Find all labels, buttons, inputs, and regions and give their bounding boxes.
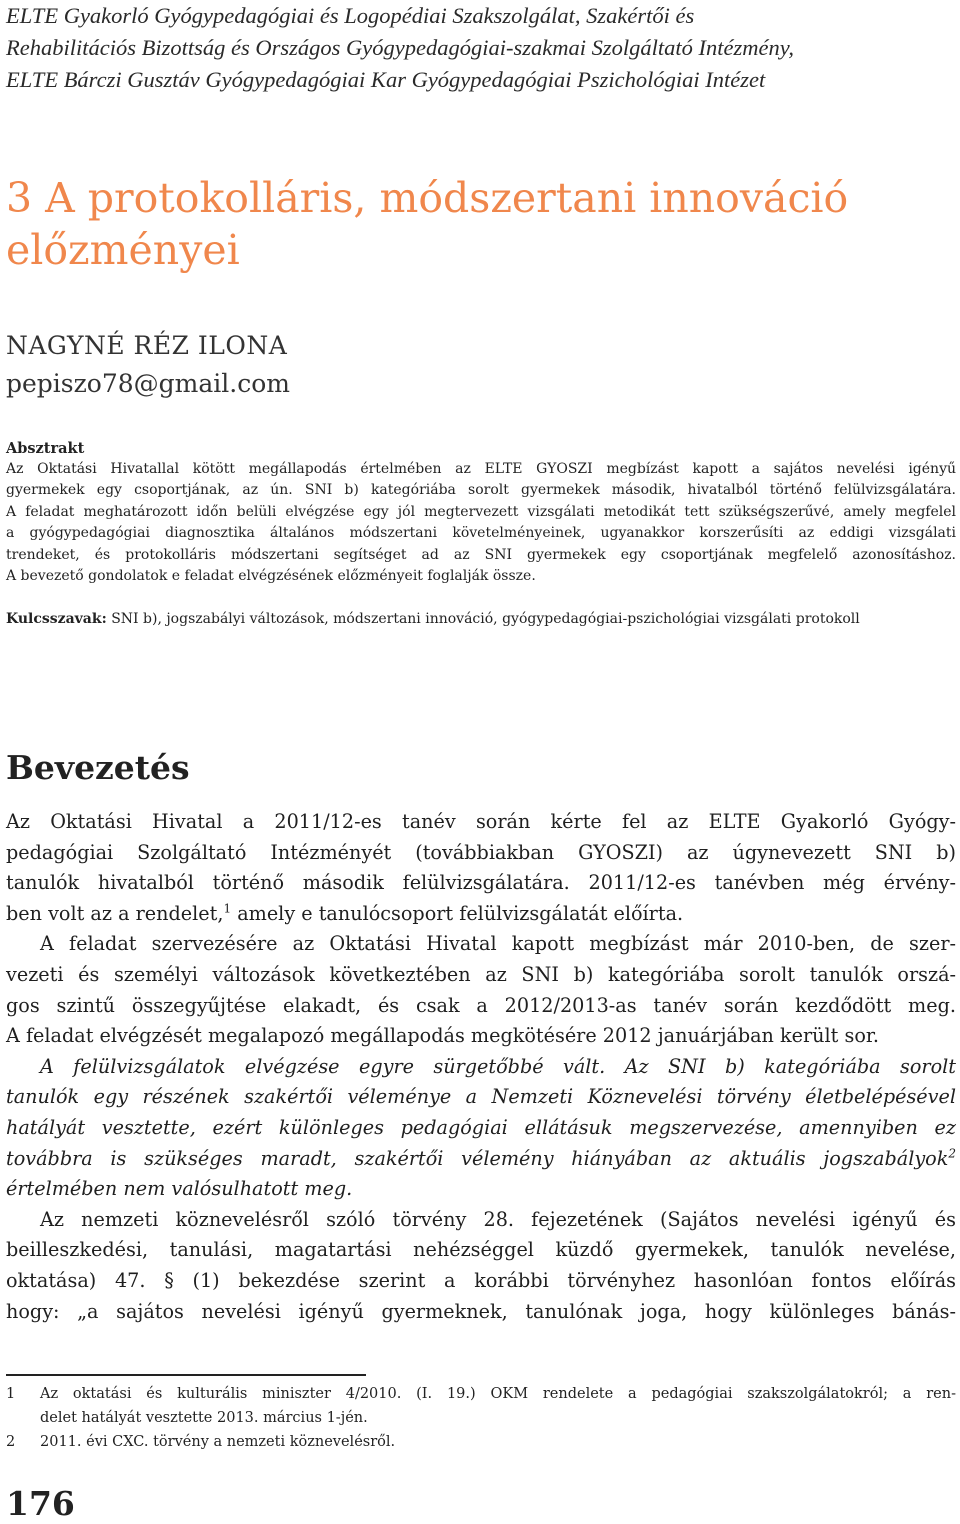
body-line-text: hogy: „a sajátos nevelési igényű gyermeknek, tanulónak joga, hogy különleges bánás- [6, 1299, 956, 1323]
footnote-marker: 2 [948, 1146, 956, 1161]
chapter-title [6, 172, 848, 276]
body-line-text: tanulók hivatalból történő második felülvizsgálatára. 2011/12-es tanévben még érvény- [6, 871, 956, 895]
author-name: NAGYNÉ RÉZ ILONA [6, 331, 288, 360]
body-line [6, 1052, 956, 1083]
body-line [6, 1297, 956, 1328]
body-line [6, 991, 956, 1022]
abstract-line: gyermekek egy csoportjának, az ún. SNI b) kategóriába sorolt gyermekek második, hivatalból történő felülvizsgálatára. [6, 482, 956, 499]
body-line-text: amely e tanulócsoport felülvizsgálatát előírta. [231, 901, 684, 925]
body-line-text: ben volt az a rendelet, [6, 901, 224, 925]
body-line-text: értelmében nem valósulhatott meg. [6, 1177, 353, 1201]
footnote-line: 2011. évi CXC. törvény a nemzeti köznevelésről. [40, 1434, 396, 1450]
body-line-text: A feladat szervezésére az Oktatási Hivatal kapott megbízást már 2010-ben, de szer- [40, 932, 956, 956]
header-line: ELTE Bárczi Gusztáv Gyógypedagógiai Kar Gyógypedagógiai Pszichológiai Intézet [6, 67, 766, 92]
body-line-text: gos szintű összegyűjtése elakadt, és csak a 2012/2013-as tanév során kezdődött meg. [6, 993, 956, 1017]
footnote-line: delet hatályát vesztette 2013. március 1-jén. [40, 1410, 368, 1426]
body-line-text: A feladat elvégzését megalapozó megállapodás megkötésére 2012 januárjában került sor. [6, 1024, 880, 1048]
running-header [6, 0, 794, 96]
body-line [6, 960, 956, 991]
body-line [6, 1113, 956, 1144]
abstract-line: trendeket, és protokolláris módszertani segítséget ad az SNI gyermekek egy csoportjának megfelelő azonosításhoz. [6, 546, 956, 563]
body-line-text: vezeti és személyi változások következtében az SNI b) kategóriába sorolt tanulók orszá- [6, 962, 956, 986]
section-heading: Bevezetés [6, 748, 190, 787]
body-line-text: Az Oktatási Hivatal a 2011/12-es tanév során kérte fel az ELTE Gyakorló Gyógy- [6, 810, 956, 833]
body-line-text: továbbra is szükséges maradt, szakértői vélemény hiányában az aktuális jogszabályok [6, 1146, 949, 1170]
page-number: 176 [6, 1484, 75, 1523]
body-line-text: beilleszkedési, tanulási, magatartási nehézséggel küzdő gyermekek, tanulók nevelése, [6, 1238, 956, 1262]
body-line [6, 1082, 956, 1113]
body-line [6, 838, 956, 869]
footnote-number: 1 [6, 1386, 16, 1402]
footnote-text [40, 1430, 956, 1454]
keywords [6, 609, 860, 630]
abstract-line: A feladat meghatározott időn belüli elvégzése egy jól megtervezett vizsgálati metodikát tett szükségszerűvé, amely megfelel [6, 503, 956, 520]
footnote-number: 2 [6, 1434, 16, 1450]
abstract-line: Az Oktatási Hivatallal kötött megállapodás értelmében az ELTE GYOSZI megbízást kapott a sajátos nevelési igényű [6, 461, 956, 477]
footnote-text [40, 1382, 956, 1430]
footnote [6, 1382, 956, 1430]
body-text [6, 807, 956, 1327]
body-line-text: A felülvizsgálatok elvégzése egyre sürgetőbbé vált. Az SNI b) kategóriába sorolt [40, 1054, 956, 1078]
body-line [6, 1021, 956, 1052]
body-line-text: oktatása) 47. § (1) bekezdése szerint a korábbi törvényhez hasonlóan fontos előírás [6, 1268, 956, 1292]
body-line [6, 899, 956, 930]
author-email: pepiszo78@gmail.com [6, 369, 290, 398]
body-line [6, 1174, 956, 1205]
body-line [6, 1266, 956, 1297]
chapter-title-line: előzményei [6, 226, 240, 274]
footnote [6, 1430, 956, 1454]
footnote-line: Az oktatási és kulturális miniszter 4/2010. (I. 19.) OKM rendelete a pedagógiai szakszolgálatokról; a ren- [40, 1386, 956, 1402]
header-line: Rehabilitációs Bizottság és Országos Gyógypedagógiai-szakmai Szolgáltató Intézmény, [6, 35, 795, 60]
body-line [6, 868, 956, 899]
abstract [6, 438, 956, 587]
body-line [6, 807, 956, 838]
footnote-marker: 1 [223, 901, 232, 916]
body-line-text: hatályát vesztette, ezért különleges pedagógiai ellátásuk megszervezése, amennyiben ez [6, 1115, 956, 1139]
body-line-text: pedagógiai Szolgáltató Intézményét (továbbiakban GYOSZI) az úgynevezett SNI b) [6, 840, 956, 864]
footnote-rule [6, 1374, 366, 1376]
chapter-title-line: 3 A protokolláris, módszertani innováció [6, 174, 849, 222]
body-line [6, 1235, 956, 1266]
keywords-text: SNI b), jogszabályi változások, módszertani innováció, gyógypedagógiai-pszichológiai vizsgálati protokoll [106, 611, 860, 627]
keywords-label: Kulcsszavak: [6, 611, 107, 627]
header-line: ELTE Gyakorló Gyógypedagógiai és Logopédiai Szakszolgálat, Szakértői és [6, 3, 695, 28]
body-line-text: tanulók egy részének szakértői véleménye a Nemzeti Köznevelési törvény életbelépésével [6, 1085, 956, 1109]
abstract-line: a gyógypedagógiai diagnosztika általános módszertani követelményeinek, ugyanakkor korszerűsíti az eddigi vizsgálati [6, 525, 956, 542]
abstract-line: A bevezető gondolatok e feladat elvégzésének előzményeit foglalják össze. [6, 568, 536, 585]
footnotes [6, 1382, 956, 1454]
body-line [6, 1205, 956, 1236]
body-line-text: Az nemzeti köznevelésről szóló törvény 28. fejezetének (Sajátos nevelési igényű és [40, 1207, 956, 1231]
body-line [6, 929, 956, 960]
body-line [6, 1144, 956, 1175]
abstract-heading: Absztrakt [6, 440, 85, 457]
